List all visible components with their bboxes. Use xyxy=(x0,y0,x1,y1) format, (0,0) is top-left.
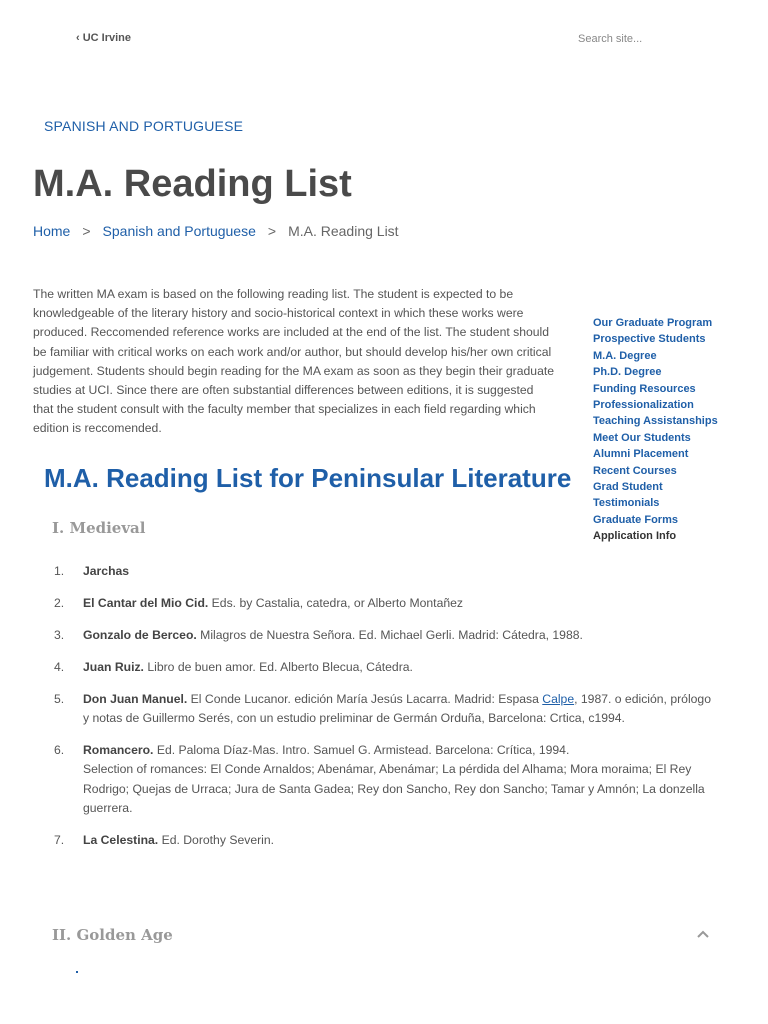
work-details: , 1987. o edición, prólogo y notas de Guillermo Serés, con un estudio preliminar de Germán Orduña, Barcelona: Crtica, c1994. xyxy=(83,692,711,726)
top-bar xyxy=(0,30,768,50)
breadcrumb-separator: > xyxy=(267,223,277,239)
work-details: El Conde Lucanor. edición María Jesús Lacarra. Madrid: Espasa xyxy=(187,692,543,706)
uc-irvine-link[interactable]: ‹ UC Irvine xyxy=(76,32,132,44)
medieval-heading[interactable]: I. Medieval xyxy=(52,519,146,537)
sidenav-our-graduate-program[interactable]: Our Graduate Program xyxy=(593,317,713,329)
intro-paragraph: The written MA exam is based on the following reading list. The student is expected to be knowledgeable of the literary history and socio-historical context in which these works were produced. Reccomended reference works are included at the end of the list. The student should be familiar with critical works on each work and/or author, but should develop his/her own critical judgement. Students should begin reading for the MA exam as soon as they begin their graduate studies at UCI. Since there are often substantial differences between editions, it is suggested that the student consult with the faculty member that specializes in each field regarding which edition is reccomended. xyxy=(33,287,555,436)
work-title: La Celestina. xyxy=(83,833,159,847)
search-input[interactable] xyxy=(578,30,718,48)
list-number: 4. xyxy=(54,660,65,674)
sidenav-professionalization[interactable]: Professionalization xyxy=(593,399,694,412)
list-number: 1. xyxy=(54,564,65,578)
work-title: Romancero. xyxy=(83,743,154,757)
work-title: Juan Ruiz. xyxy=(83,660,144,674)
list-number: 6. xyxy=(54,743,65,757)
sidenav-ma-degree[interactable]: M.A. Degree xyxy=(593,349,657,362)
chevron-up-icon[interactable] xyxy=(696,929,710,939)
golden-age-heading[interactable]: II. Golden Age xyxy=(52,926,173,944)
work-title: Jarchas xyxy=(83,564,130,578)
section-title: M.A. Reading List for Peninsular Literature xyxy=(44,463,572,493)
sidenav-teaching-assistanships[interactable]: Teaching Assistanships xyxy=(593,415,718,428)
side-navigation xyxy=(593,315,743,545)
section-title-wrap xyxy=(44,458,572,498)
list-bullet-icon xyxy=(76,971,78,973)
calpe-link[interactable]: Calpe xyxy=(542,692,575,706)
sidenav-funding-resources[interactable]: Funding Resources xyxy=(593,382,696,395)
sidenav-recent-courses[interactable]: Recent Courses xyxy=(593,464,677,477)
breadcrumb-separator: > xyxy=(82,223,91,239)
breadcrumb xyxy=(33,223,399,239)
list-number: 7. xyxy=(54,833,65,847)
department-link[interactable]: SPANISH AND PORTUGUESE xyxy=(44,118,244,134)
breadcrumb-department[interactable]: Spanish and Portuguese xyxy=(102,223,256,239)
work-details: Milagros de Nuestra Señora. Ed. Michael Gerli. Madrid: Cátedra, 1988. xyxy=(196,628,583,642)
sidenav-meet-our-students[interactable]: Meet Our Students xyxy=(593,431,691,444)
breadcrumb-current: M.A. Reading List xyxy=(288,223,399,239)
breadcrumb-home[interactable]: Home xyxy=(33,223,71,239)
list-number: 3. xyxy=(54,628,65,642)
sidenav-grad-student-testimonials[interactable]: Grad Student Testimonials xyxy=(593,481,663,510)
work-details: Ed. Dorothy Severin. xyxy=(158,833,275,847)
sidenav-alumni-placement[interactable]: Alumni Placement xyxy=(593,448,689,461)
sidenav-graduate-forms[interactable]: Graduate Forms xyxy=(593,513,678,526)
sidenav-application-info[interactable]: Application Info xyxy=(593,530,677,543)
work-title: El Cantar del Mio Cid. xyxy=(83,596,209,610)
sidenav-phd-degree[interactable]: Ph.D. Degree xyxy=(593,366,662,379)
work-title: Gonzalo de Berceo. xyxy=(83,628,197,642)
page-title: M.A. Reading List xyxy=(33,163,352,205)
work-title: Don Juan Manuel. xyxy=(83,692,188,706)
work-details: Libro de buen amor. Ed. Alberto Blecua, Cátedra. xyxy=(143,660,413,674)
work-details: Ed. Paloma Díaz-Mas. Intro. Samuel G. Armistead. Barcelona: Crítica, 1994. xyxy=(153,743,570,757)
sidenav-prospective-students[interactable]: Prospective Students xyxy=(593,333,706,346)
work-details: Eds. by Castalia, catedra, or Alberto Montañez xyxy=(208,596,463,610)
list-number: 2. xyxy=(54,596,65,610)
romances-selection: Selection of romances: El Conde Arnaldos; Abenámar, Abenámar; La pérdida del Alhama; Mora moraima; El Rey Rodrigo; Quejas de Urraca; Jura de Santa Gadea; Rey don Sancho, Rey don Sancho; Tamar y Amnón; La donzella guerrera. xyxy=(83,762,705,816)
list-number: 5. xyxy=(54,692,65,706)
